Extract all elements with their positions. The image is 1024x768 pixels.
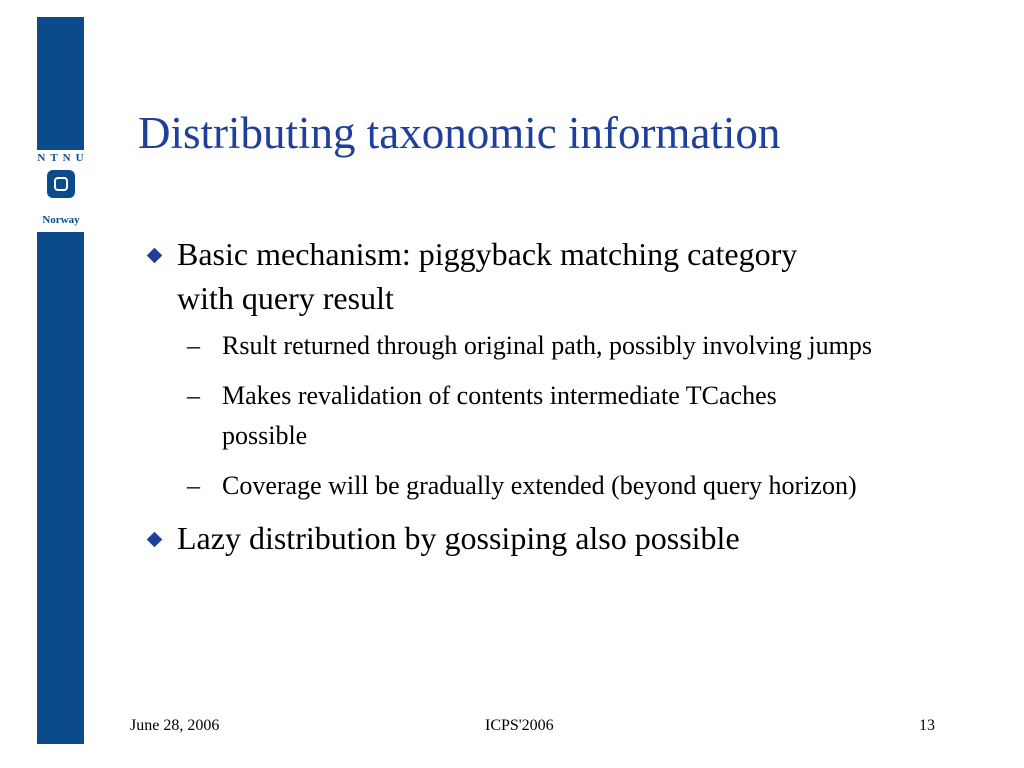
footer-page-number: 13 xyxy=(919,717,935,734)
slide-content xyxy=(145,232,945,560)
sub-bullet-item xyxy=(145,326,882,366)
bullet-item xyxy=(145,232,837,320)
dash-bullet: – xyxy=(187,331,200,360)
footer-event: ICPS'2006 xyxy=(485,717,554,734)
sub-bullet-text: Rsult returned through original path, possibly involving jumps xyxy=(222,331,872,360)
footer-date: June 28, 2006 xyxy=(130,717,220,734)
sub-bullet-item xyxy=(145,466,942,506)
sub-bullet-item xyxy=(145,376,862,456)
sub-bullet-text: Makes revalidation of contents intermediate TCaches possible xyxy=(222,381,777,450)
bullet-item xyxy=(145,516,957,560)
dash-bullet: – xyxy=(187,381,200,410)
diamond-bullet-icon xyxy=(147,532,163,548)
dash-bullet: – xyxy=(187,471,200,500)
logo-top-text: NTNU xyxy=(37,152,89,164)
left-brand-bar xyxy=(37,17,84,744)
bullet-text: Lazy distribution by gossiping also possible xyxy=(177,520,740,556)
bullet-text: Basic mechanism: piggyback matching category with query result xyxy=(177,236,798,316)
logo-bottom-text: Norway xyxy=(42,214,80,226)
slide-title: Distributing taxonomic information xyxy=(138,108,781,158)
sub-bullet-text: Coverage will be gradually extended (beyond query horizon) xyxy=(222,471,857,500)
diamond-bullet-icon xyxy=(147,248,163,264)
logo-mark-icon xyxy=(47,170,75,198)
ntnu-logo xyxy=(33,150,89,232)
